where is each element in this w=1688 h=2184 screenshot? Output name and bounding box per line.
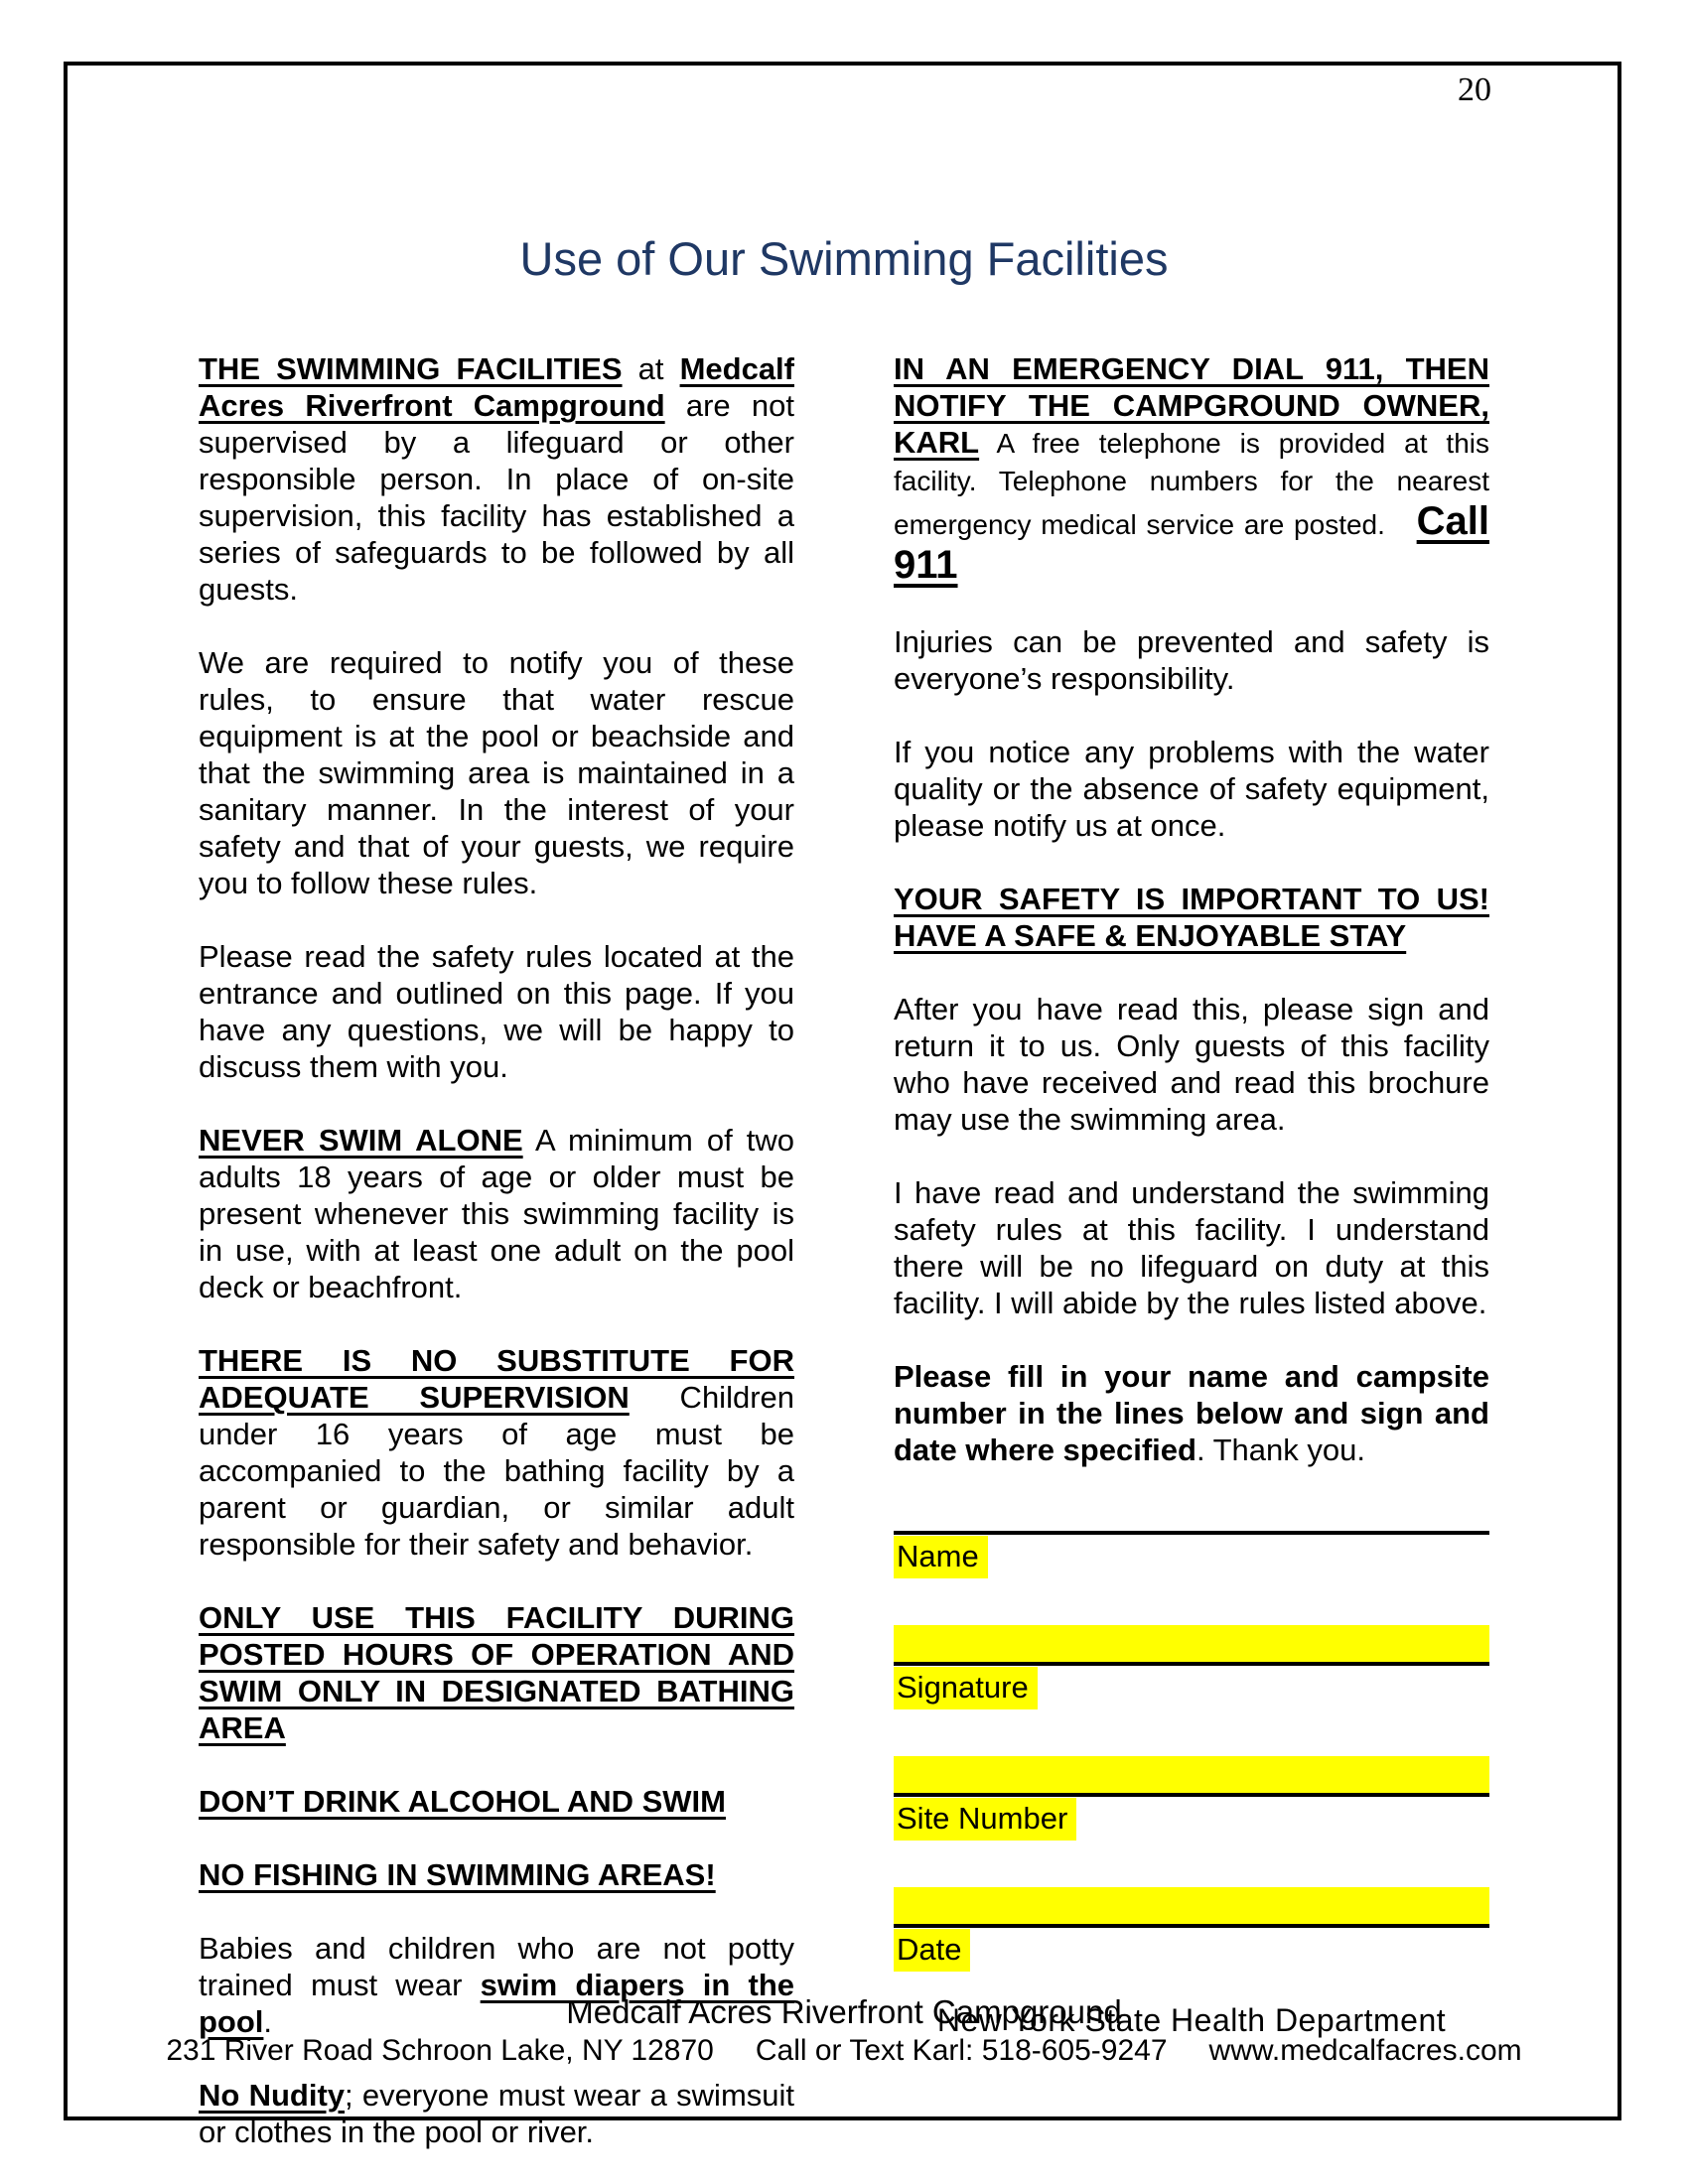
paragraph <box>199 1122 794 1305</box>
paragraph <box>199 1856 794 1893</box>
text-run: THERE IS NO SUBSTITUTE FOR ADEQUATE SUPERVISION <box>199 1343 794 1415</box>
paragraph <box>199 938 794 1085</box>
right-column <box>894 350 1489 2184</box>
text-run: Babies and children who are not potty trained must wear <box>199 1931 794 2002</box>
paragraph <box>894 991 1489 1138</box>
text-run: A free telephone is provided at this facility. Telephone numbers for the nearest emergency medical service are posted. <box>894 428 1489 540</box>
text-run: swim diapers in the pool <box>199 1968 794 2039</box>
text-run: After you have read this, please sign and return it to us. Only guests of this facility who have received and read this brochure may use the swimming area. <box>894 992 1489 1137</box>
right-column-text <box>894 350 1489 1468</box>
field-label: Site Number <box>894 1798 1076 1841</box>
text-run: . <box>263 2004 273 2039</box>
text-run: ONLY USE THIS FACILITY DURING POSTED HOURS OF OPERATION AND SWIM ONLY IN DESIGNATED BATHING AREA <box>199 1600 794 1745</box>
fill-in-line <box>894 1505 1489 1535</box>
text-run: Call 911 <box>894 499 1489 587</box>
footer-contact-part: 231 River Road Schroon Lake, NY 12870 <box>166 2034 714 2067</box>
paragraph <box>199 1342 794 1563</box>
signature-field-date <box>894 1887 1489 1972</box>
text-run: Children under 16 years of age must be accompanied to the bathing facility by a parent or guardian, or similar adult responsible for their safety and behavior. <box>199 1380 794 1562</box>
signature-field-signature <box>894 1625 1489 1709</box>
field-label: Signature <box>894 1667 1038 1709</box>
text-run: DON’T DRINK ALCOHOL AND SWIM <box>199 1784 726 1819</box>
text-run: Medcalf Acres Riverfront Campground <box>199 351 794 423</box>
paragraph <box>894 623 1489 697</box>
text-run: I have read and understand the swimming safety rules at this facility. I understand there will be no lifeguard on duty at this facility. I will abide by the rules listed above. <box>894 1175 1489 1320</box>
paragraph <box>199 350 794 608</box>
text-run: Please fill in your name and campsite number in the lines below and sign and date where specified <box>894 1359 1489 1467</box>
signature-field-name <box>894 1505 1489 1578</box>
footer-contact-part: Call or Text Karl: 518-605-9247 <box>755 2034 1168 2067</box>
text-run: No Nudity <box>199 2078 346 2113</box>
page-number: 20 <box>1458 71 1491 108</box>
signature-field-site-number <box>894 1756 1489 1841</box>
paragraph <box>894 1174 1489 1321</box>
text-run: If you notice any problems with the water quality or the absence of safety equipment, please notify us at once. <box>894 735 1489 843</box>
paragraph <box>199 2077 794 2150</box>
fill-in-line <box>894 1887 1489 1928</box>
field-label: Date <box>894 1929 970 1972</box>
text-run: IN AN EMERGENCY DIAL 911, THEN NOTIFY THE CAMPGROUND OWNER, KARL <box>894 351 1489 460</box>
text-run: NEVER SWIM ALONE <box>199 1123 523 1158</box>
text-run: YOUR SAFETY IS IMPORTANT TO US! HAVE A SAFE & ENJOYABLE STAY <box>894 882 1489 953</box>
text-run: We are required to notify you of these rules, to ensure that water rescue equipment is at the pool or beachside and that the swimming area is maintained in a sanitary manner. In the interest of your safety and that of your guests, we require you to follow these rules. <box>199 645 794 900</box>
text-run: A minimum of two adults 18 years of age or older must be present whenever this swimming facility is in use, with at least one adult on the pool deck or beachfront. <box>199 1123 794 1304</box>
text-run: Injuries can be prevented and safety is everyone’s responsibility. <box>894 624 1489 696</box>
footer-campground-name: Medcalf Acres Riverfront Campground <box>566 1993 1122 2030</box>
text-run: THE SWIMMING FACILITIES <box>199 351 623 386</box>
text-run: are not supervised by a lifeguard or other responsible person. In place of on-site supervision, this facility has established a series of safeguards to be followed by all guests. <box>199 388 794 607</box>
paragraph <box>199 1599 794 1746</box>
page-footer <box>0 1993 1688 2069</box>
text-run: at <box>622 351 680 386</box>
page-title: Use of Our Swimming Facilities <box>519 232 1169 285</box>
paragraph <box>199 1783 794 1820</box>
text-run: Please read the safety rules located at the entrance and outlined on this page. If you have any questions, we will be happy to discuss them with you. <box>199 939 794 1084</box>
fill-in-line <box>894 1625 1489 1666</box>
left-column <box>199 350 794 2184</box>
paragraph <box>894 734 1489 844</box>
field-label: Name <box>894 1536 988 1578</box>
two-column-body <box>199 350 1489 2184</box>
footer-contact-line <box>0 2033 1688 2069</box>
text-run: ; everyone must wear a swimsuit or clothes in the pool or river. <box>199 2078 795 2149</box>
footer-contact-part: www.medcalfacres.com <box>1208 2034 1522 2067</box>
paragraph <box>894 881 1489 954</box>
text-run: . Thank you. <box>1196 1433 1365 1467</box>
fill-in-line <box>894 1756 1489 1797</box>
text-run: NO FISHING IN SWIMMING AREAS! <box>199 1857 716 1892</box>
paragraph <box>894 1358 1489 1468</box>
signature-block <box>894 1505 1489 1972</box>
paragraph <box>894 350 1489 587</box>
health-department-note: New York State Health Department <box>936 2002 1447 2038</box>
paragraph <box>199 644 794 901</box>
